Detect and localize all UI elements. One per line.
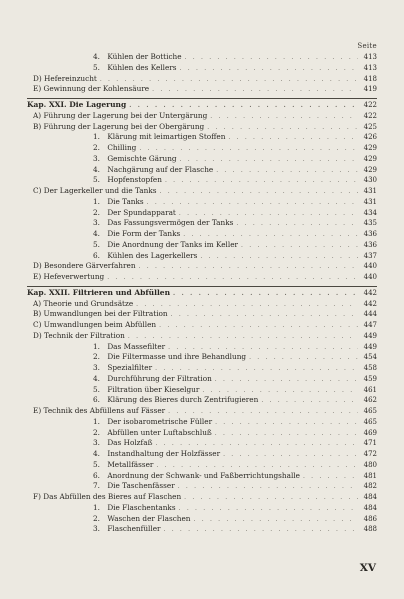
dot-leader <box>165 176 358 186</box>
entry-page-number: 442 <box>363 299 377 308</box>
entry-number: D) <box>33 330 42 340</box>
entry-page-number: 436 <box>363 230 377 238</box>
entry-text: Der Spundapparat <box>107 207 176 217</box>
entry-title <box>27 406 165 416</box>
entry-page-number: 486 <box>363 514 377 523</box>
dot-leader <box>155 439 358 449</box>
entry-number: B) <box>33 121 42 131</box>
dot-leader <box>180 64 358 74</box>
entry-page-number: 425 <box>363 122 377 131</box>
toc-entry <box>27 428 377 438</box>
entry-number: 4. <box>93 449 100 458</box>
entry-page-number: 484 <box>363 503 377 512</box>
entry-text: Gemischte Gärung <box>107 153 177 163</box>
dot-leader <box>223 450 358 460</box>
entry-number: 3. <box>93 218 100 228</box>
toc-entry <box>27 449 377 459</box>
entry-text: Nachgärung auf der Flasche <box>107 164 214 174</box>
entry-number: 1. <box>93 502 100 512</box>
toc-entry <box>27 460 377 470</box>
toc-entry <box>27 342 377 352</box>
entry-number: 2. <box>93 427 100 437</box>
entry-title <box>27 132 225 142</box>
entry-text: Kühlen der Bottiche <box>107 52 182 61</box>
entry-number: E) <box>33 84 42 94</box>
entry-title <box>27 186 157 196</box>
dot-leader <box>216 166 358 176</box>
entry-text: Durchführung der Filtration <box>107 373 212 383</box>
entry-number: B) <box>33 309 42 319</box>
entry-page-number: 454 <box>363 353 377 362</box>
entry-page-number: 437 <box>363 251 377 260</box>
entry-title <box>27 111 207 121</box>
toc-entry <box>27 229 377 239</box>
seite-column-header: Seite <box>357 42 377 50</box>
entry-text: Besondere Gärverfahren <box>44 261 136 271</box>
entry-text: Kühlen des Lagerkellers <box>107 250 198 260</box>
dot-leader <box>129 101 358 111</box>
entry-title <box>27 208 176 218</box>
toc-entry <box>27 299 377 309</box>
entry-page-number: 436 <box>363 240 377 249</box>
entry-number: Kap. XXII. <box>27 287 71 297</box>
entry-number: 2. <box>93 143 100 152</box>
dot-leader <box>136 300 358 310</box>
dot-leader <box>215 429 358 439</box>
entry-page-number: 442 <box>363 288 377 297</box>
toc-entry <box>27 122 377 132</box>
dot-leader <box>179 209 358 219</box>
entry-text: Gewinnung der Kohlensäure <box>43 84 150 94</box>
entry-number: E) <box>33 406 42 415</box>
dot-leader <box>173 289 358 299</box>
entry-text: Die Anordnung der Tanks im Keller <box>107 239 239 249</box>
entry-page-number: 484 <box>363 493 377 501</box>
entry-number: 4. <box>93 52 100 61</box>
entry-text: Umwandlungen beim Abfüllen <box>43 320 157 329</box>
entry-number: 5. <box>93 239 100 249</box>
dot-leader <box>215 375 358 385</box>
dot-leader <box>185 53 358 63</box>
entry-page-number: 481 <box>363 471 377 480</box>
toc-entry <box>27 63 377 73</box>
toc-entry <box>27 186 377 196</box>
entry-title <box>27 524 161 534</box>
entry-page-number: 488 <box>363 525 377 534</box>
entry-title <box>27 272 104 282</box>
toc-entry <box>27 84 377 94</box>
toc-entry <box>27 524 377 534</box>
entry-text: Der isobarometrische Füller <box>107 416 213 426</box>
entry-title <box>27 288 170 298</box>
toc-entry <box>27 406 377 416</box>
dot-leader <box>303 472 358 482</box>
entry-title <box>27 74 97 84</box>
entry-number: 2. <box>93 207 100 217</box>
entry-text: Die Tanks <box>107 196 144 206</box>
entry-page-number: 413 <box>363 53 377 61</box>
entry-number: 4. <box>93 164 100 174</box>
toc-entry <box>27 111 377 121</box>
toc-entry <box>27 417 377 427</box>
entry-text: Technik der Filtration <box>44 330 125 340</box>
entry-number: D) <box>33 261 42 271</box>
entry-page-number: 449 <box>363 342 377 351</box>
entry-number: 5. <box>93 459 100 469</box>
entry-number: 1. <box>93 341 100 351</box>
entry-text: Filtration über Kieselgur <box>107 384 200 394</box>
entry-title <box>27 460 153 470</box>
toc-entry <box>27 240 377 250</box>
entry-page-number: 482 <box>363 482 377 491</box>
dot-leader <box>128 332 358 342</box>
entry-title <box>27 165 213 175</box>
dot-leader <box>160 187 359 197</box>
entry-number: 6. <box>93 250 100 260</box>
entry-number: 5. <box>93 175 100 185</box>
toc-entry <box>27 261 377 271</box>
toc-entry <box>27 320 377 330</box>
entry-title <box>27 218 233 228</box>
toc-entry <box>27 74 377 84</box>
dot-leader <box>210 112 358 122</box>
dot-leader <box>147 198 358 208</box>
entry-title <box>27 514 191 524</box>
entry-number: 2. <box>93 352 100 362</box>
entry-title <box>27 320 156 330</box>
dot-leader <box>152 85 358 95</box>
toc-entry <box>27 471 377 481</box>
entry-number: 3. <box>93 363 100 372</box>
entry-title <box>27 471 300 481</box>
entry-text: Filtrieren und Abfüllen <box>72 287 171 297</box>
entry-title <box>27 52 182 62</box>
entry-text: Waschen der Flaschen <box>107 513 191 523</box>
entry-title <box>27 261 136 271</box>
dot-leader <box>139 262 358 272</box>
entry-page-number: 431 <box>363 197 377 206</box>
dot-leader <box>156 461 358 471</box>
entry-text: Klärung mit leimartigen Stoffen <box>107 132 226 142</box>
entry-number: 2. <box>93 513 100 523</box>
entry-title <box>27 240 238 250</box>
entry-text: Flaschenfüller <box>107 524 161 534</box>
entry-text: Das Holzfaß <box>107 438 153 448</box>
dot-leader <box>200 252 358 262</box>
toc-entry <box>27 251 377 261</box>
toc-entry <box>27 165 377 175</box>
entry-text: Hefereinzucht <box>44 73 97 83</box>
entry-number: D) <box>33 73 42 83</box>
dot-leader <box>249 353 358 363</box>
entry-page-number: 469 <box>363 428 377 437</box>
entry-page-number: 471 <box>363 439 377 448</box>
toc-entry <box>27 175 377 185</box>
entry-page-number: 422 <box>363 111 377 120</box>
toc-entry <box>27 352 377 362</box>
entry-number: C) <box>33 186 42 195</box>
entry-text: Das Fassungsvermögen der Tanks <box>107 218 234 228</box>
toc-entry <box>27 218 377 228</box>
entry-text: Die Form der Tanks <box>107 229 181 238</box>
entry-page-number: 472 <box>363 450 377 458</box>
entry-text: Klärung des Bieres durch Zentrifugieren <box>107 395 259 405</box>
entry-text: Instandhaltung der Holzfässer <box>107 449 221 458</box>
entry-number: 1. <box>93 132 100 142</box>
dot-leader <box>202 386 358 396</box>
entry-page-number: 435 <box>363 219 377 228</box>
toc-entry <box>27 503 377 513</box>
chapter-entry <box>27 288 377 298</box>
entry-number: A) <box>33 110 42 120</box>
entry-page-number: 480 <box>363 460 377 469</box>
entry-page-number: 440 <box>363 262 377 271</box>
entry-page-number: 449 <box>363 331 377 340</box>
entry-text: Anordnung der Schwank- und Faßberrichtungshalle <box>107 470 300 480</box>
entry-page-number: 458 <box>363 364 377 372</box>
entry-text: Technik des Abfüllens auf Fässer <box>43 406 166 415</box>
entry-number: F) <box>33 492 41 501</box>
entry-text: Hopfenstopfen <box>107 175 162 185</box>
entry-page-number: 429 <box>363 154 377 163</box>
toc-entry <box>27 395 377 405</box>
entry-title <box>27 352 246 362</box>
entry-text: Theorie und Grundsätze <box>43 298 134 308</box>
toc-entry <box>27 514 377 524</box>
entry-title <box>27 100 126 110</box>
dot-leader <box>228 133 358 143</box>
entry-page-number: 429 <box>363 165 377 174</box>
entry-title <box>27 363 152 373</box>
entry-text: Chilling <box>107 143 137 152</box>
dot-leader <box>171 310 358 320</box>
toc-entry <box>27 385 377 395</box>
toc-entry <box>27 481 377 491</box>
entry-title <box>27 385 199 395</box>
entry-page-number: 459 <box>363 374 377 383</box>
entry-title <box>27 143 136 153</box>
toc-entry <box>27 197 377 207</box>
entry-number: 5. <box>93 384 100 394</box>
entry-title <box>27 63 177 73</box>
entry-page-number: 429 <box>363 144 377 152</box>
entry-page-number: 440 <box>363 273 377 281</box>
entry-number: 3. <box>93 153 100 163</box>
toc-entry <box>27 331 377 341</box>
entry-title <box>27 503 176 513</box>
entry-page-number: 419 <box>363 85 377 94</box>
entry-title <box>27 309 168 319</box>
entry-number: 4. <box>93 373 100 383</box>
entry-page-number: 413 <box>363 63 377 72</box>
chapter-entry <box>27 100 377 110</box>
entry-title <box>27 374 212 384</box>
dot-leader <box>236 219 358 229</box>
entry-text: Die Lagerung <box>69 100 127 109</box>
dot-leader <box>100 75 358 85</box>
entry-text: Das Abfüllen des Bieres auf Flaschen <box>43 492 182 501</box>
dot-leader <box>261 396 358 406</box>
entry-number: A) <box>33 298 42 308</box>
dot-leader <box>168 343 358 353</box>
toc-entry <box>27 143 377 153</box>
entry-page-number: 418 <box>363 74 377 83</box>
dot-leader <box>168 407 358 417</box>
entry-number: 1. <box>93 196 100 206</box>
entry-text: Spezialfilter <box>107 363 153 372</box>
entry-page-number: 462 <box>363 396 377 405</box>
dot-leader <box>215 418 358 428</box>
entry-text: Kühlen des Kellers <box>107 62 177 72</box>
entry-title <box>27 154 177 164</box>
entry-title <box>27 229 180 239</box>
entry-number: C) <box>33 320 42 329</box>
entry-title <box>27 492 181 502</box>
entry-title <box>27 197 144 207</box>
entry-title <box>27 342 165 352</box>
entry-page-number: 444 <box>363 310 377 319</box>
entry-page-number: 465 <box>363 407 377 415</box>
entry-page-number: 447 <box>363 321 377 329</box>
entry-title <box>27 251 197 261</box>
toc-entry <box>27 132 377 142</box>
dot-leader <box>139 144 358 154</box>
chapter-divider-rule <box>27 98 377 99</box>
entry-title <box>27 449 220 459</box>
entry-text: Die Filtermasse und ihre Behandlung <box>107 352 247 362</box>
toc-entry <box>27 154 377 164</box>
dot-leader <box>194 515 358 525</box>
entry-text: Hefeverwertung <box>43 272 105 281</box>
entry-page-number: 461 <box>363 385 377 394</box>
entry-text: Metallfässer <box>107 459 154 469</box>
dot-leader <box>184 493 358 503</box>
toc-entry <box>27 52 377 62</box>
entry-title <box>27 438 152 448</box>
entry-title <box>27 331 125 341</box>
toc-entry <box>27 272 377 282</box>
entry-title <box>27 84 149 94</box>
entry-text: Abfüllen unter Luftabschluß <box>107 427 212 437</box>
entry-number: Kap. XXI. <box>27 100 67 109</box>
toc-entry <box>27 363 377 373</box>
entry-number: 6. <box>93 470 100 480</box>
entry-number: 7. <box>93 481 100 491</box>
toc-entry <box>27 438 377 448</box>
toc-entry <box>27 492 377 502</box>
entry-title <box>27 395 258 405</box>
dot-leader <box>164 525 359 535</box>
entry-page-number: 465 <box>363 417 377 426</box>
entry-page-number: 431 <box>363 187 377 195</box>
entry-page-number: 430 <box>363 176 377 185</box>
entry-number: 5. <box>93 62 100 72</box>
entry-text: Führung der Lagerung bei der Obergärung <box>43 121 205 131</box>
entry-number: 4. <box>93 229 100 238</box>
entry-title <box>27 481 175 491</box>
dot-leader <box>159 321 358 331</box>
entry-number: 3. <box>93 524 100 534</box>
entry-title <box>27 299 133 309</box>
chapter-divider-rule <box>27 286 377 287</box>
entry-text: Führung der Lagerung bei der Untergärung <box>43 110 208 120</box>
dot-leader <box>183 230 358 240</box>
entry-title <box>27 428 212 438</box>
entry-number: 1. <box>93 416 100 426</box>
entry-text: Umwandlungen bei der Filtration <box>43 309 168 319</box>
toc-entry <box>27 208 377 218</box>
entry-page-number: 422 <box>363 101 377 109</box>
entry-page-number: 426 <box>363 133 377 142</box>
dot-leader <box>207 123 358 133</box>
entry-number: 6. <box>93 395 100 405</box>
dot-leader <box>180 155 358 165</box>
entry-title <box>27 417 212 427</box>
entry-text: Die Flaschentanks <box>107 502 176 512</box>
dot-leader <box>107 273 358 283</box>
entry-number: E) <box>33 272 42 281</box>
dot-leader <box>178 482 358 492</box>
entry-page-number: 434 <box>363 208 377 217</box>
toc-entry <box>27 309 377 319</box>
dot-leader <box>179 504 358 514</box>
entry-text: Die Taschenfässer <box>107 481 175 491</box>
entry-title <box>27 122 204 132</box>
entry-text: Der Lagerkeller und die Tanks <box>43 186 157 195</box>
page-numeral: XV <box>359 562 376 574</box>
toc-entry <box>27 374 377 384</box>
dot-leader <box>155 364 358 374</box>
entry-title <box>27 175 162 185</box>
entry-number: 3. <box>93 438 100 448</box>
dot-leader <box>241 241 358 251</box>
entry-text: Das Massefilter <box>107 341 166 351</box>
